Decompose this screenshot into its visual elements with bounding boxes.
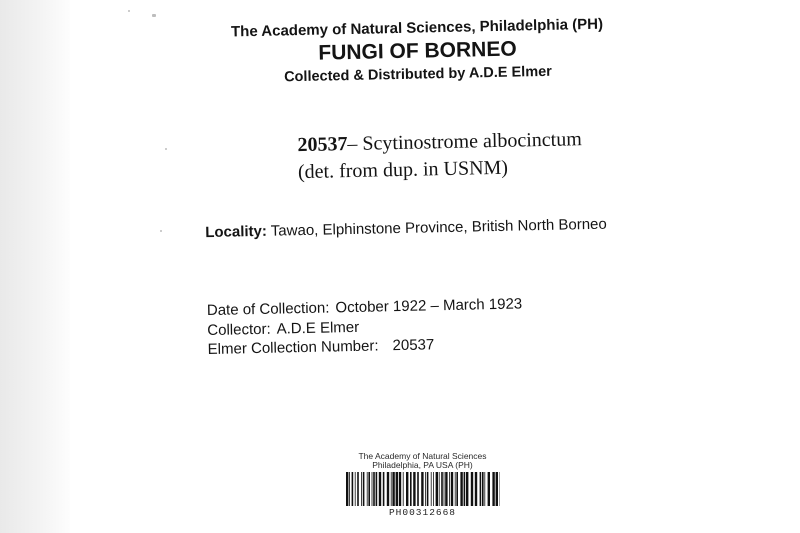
institution-heading: The Academy of Natural Sciences, Philadelphia (PH): [230, 15, 604, 41]
collector-label: Collector:: [207, 320, 271, 339]
barcode-number: PH00312668: [388, 507, 456, 518]
barcode-image: [345, 472, 501, 506]
specimen-name: Scytinostrome albocinctum: [362, 128, 583, 155]
specimen-number: 20537: [297, 133, 348, 157]
determination-note: (det. from dup. in USNM): [297, 156, 509, 184]
collection-details: [207, 294, 524, 359]
collection-number-label: Elmer Collection Number:: [207, 337, 379, 359]
specimen-separator: –: [347, 132, 363, 156]
specimen-block: [297, 126, 582, 186]
collection-number-value: 20537: [392, 336, 435, 355]
locality-value: Tawao, Elphinstone Province, British North Borneo: [270, 215, 607, 240]
stamp-institution: The Academy of Natural Sciences: [358, 451, 487, 461]
date-value: October 1922 – March 1923: [335, 295, 523, 317]
stamp-location: Philadelphia, PA USA (PH): [372, 460, 473, 470]
locality-block: [205, 213, 625, 244]
collection-title: FUNGI OF BORNEO: [318, 37, 517, 65]
barcode-stamp: [340, 452, 505, 518]
distribution-line: Collected & Distributed by A.D.E Elmer: [283, 63, 553, 86]
collector-value: A.D.E Elmer: [276, 318, 360, 338]
locality-label: Locality:: [205, 222, 268, 242]
date-label: Date of Collection:: [206, 299, 330, 320]
